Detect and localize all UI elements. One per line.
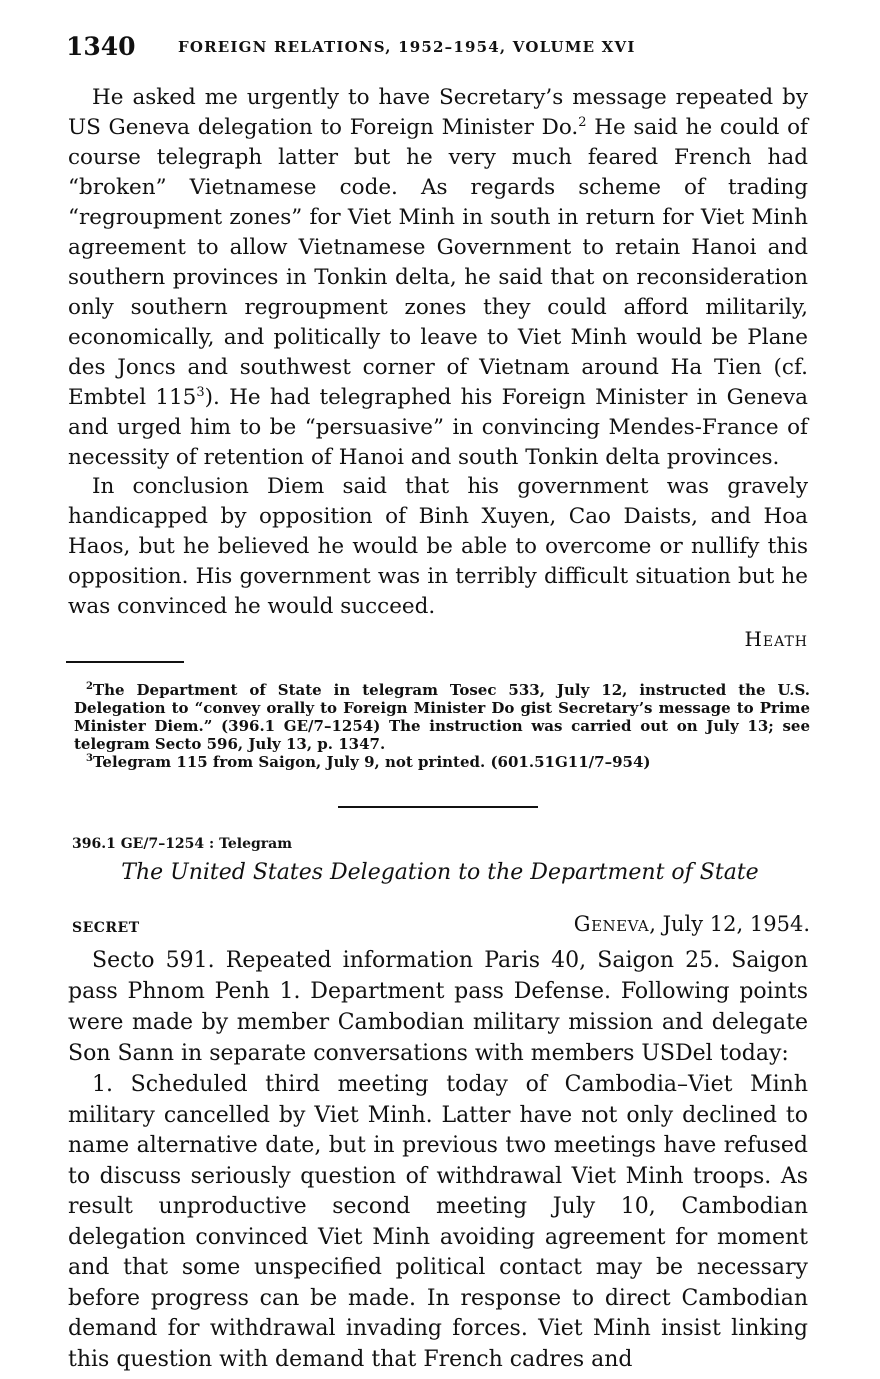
dateline-place: Geneva (573, 912, 650, 936)
footnote-reference: 3 (196, 384, 205, 400)
document-divider (338, 806, 538, 808)
footnotes (74, 681, 810, 771)
signature: Heath (744, 627, 808, 651)
dateline (574, 912, 810, 936)
footnote-text: Telegram 115 from Saigon, July 9, not printed. (601.51G11/7–954) (92, 753, 651, 771)
paragraph-text: In conclusion Diem said that his government was gravely handicapped by opposition of Binh Xuyen, Cao Daists, and Hoa Haos, but he believed he would be able to overcome or nullify this opposition. His government was in terribly difficult situation but he was convinced he would succeed. (68, 474, 808, 619)
classification-marking: SECRET (72, 920, 140, 936)
footnote-mark: 3 (86, 753, 93, 764)
footnote (74, 753, 810, 771)
paragraph-text: Secto 591. Repeated information Paris 40, Saigon 25. Saigon pass Phnom Penh 1. Department pass Defense. Following points were made by member Cambodian military mission and delegate Son Sann in separate conversations with members USDel today: (68, 948, 808, 1066)
series-title: FOREIGN RELATIONS, 1952–1954, VOLUME XVI (178, 38, 636, 56)
body-paragraph (68, 472, 808, 622)
paragraph-text: 1. Scheduled third meeting today of Cambodia–Viet Minh military cancelled by Viet Minh. Latter have not only declined to name alternative date, but in previous two meetings have refused to discuss seriously question of withdrawal Viet Minh troops. As result unproductive second meeting July 10, Cambodian delegation convinced Viet Minh avoiding agreement for moment and that some unspecified political contact may be necessary before progress can be made. In response to direct Cambodian demand for withdrawal invading forces. Viet Minh insist linking this question with demand that French cadres and (68, 1072, 808, 1372)
document-source: 396.1 GE/7–1254 : Telegram (72, 836, 293, 852)
paragraph-text: He said he could of course telegraph latter but he very much feared French had “broken” Vietnamese code. As regards scheme of trading “regroupment zones” for Viet Minh in south in return for Viet Minh agreement to allow Vietnamese Government to retain Hanoi and southern provinces in Tonkin delta, he said that on reconsideration only southern regroupment zones they could afford militarily, economically, and politically to leave to Viet Minh would be Plane des Joncs and southwest corner of Vietnam around Ha Tien (cf. Embtel 115 (68, 115, 808, 410)
body-paragraph (68, 945, 808, 1069)
dateline-date: , July 12, 1954. (649, 912, 810, 936)
footnote (74, 681, 810, 753)
footnote-reference: 2 (578, 114, 587, 130)
paragraph-text: He asked me urgently to have Secretary’s message repeated by US Geneva delegation to Foreign Minister Do. (68, 85, 808, 140)
page-number: 1340 (66, 32, 136, 61)
document-title: The United States Delegation to the Department of State (121, 860, 759, 885)
running-head (66, 32, 808, 62)
footnote-mark: 2 (86, 681, 93, 692)
footnote-divider (66, 661, 184, 663)
paragraph-text: ). He had telegraphed his Foreign Minister in Geneva and urged him to be “persuasive” in convincing Mendes-France of necessity of retention of Hanoi and south Tonkin delta provinces. (68, 385, 808, 470)
footnote-text: The Department of State in telegram Tosec 533, July 12, instructed the U.S. Delegation to “convey orally to Foreign Minister Do gist Secretary’s message to Prime Minister Diem.” (396.1 GE/7–1254) The instruction was carried out on July 13; see telegram Secto 596, July 13, p. 1347. (74, 681, 810, 753)
body-paragraph (68, 1070, 808, 1375)
body-paragraph (68, 83, 808, 473)
